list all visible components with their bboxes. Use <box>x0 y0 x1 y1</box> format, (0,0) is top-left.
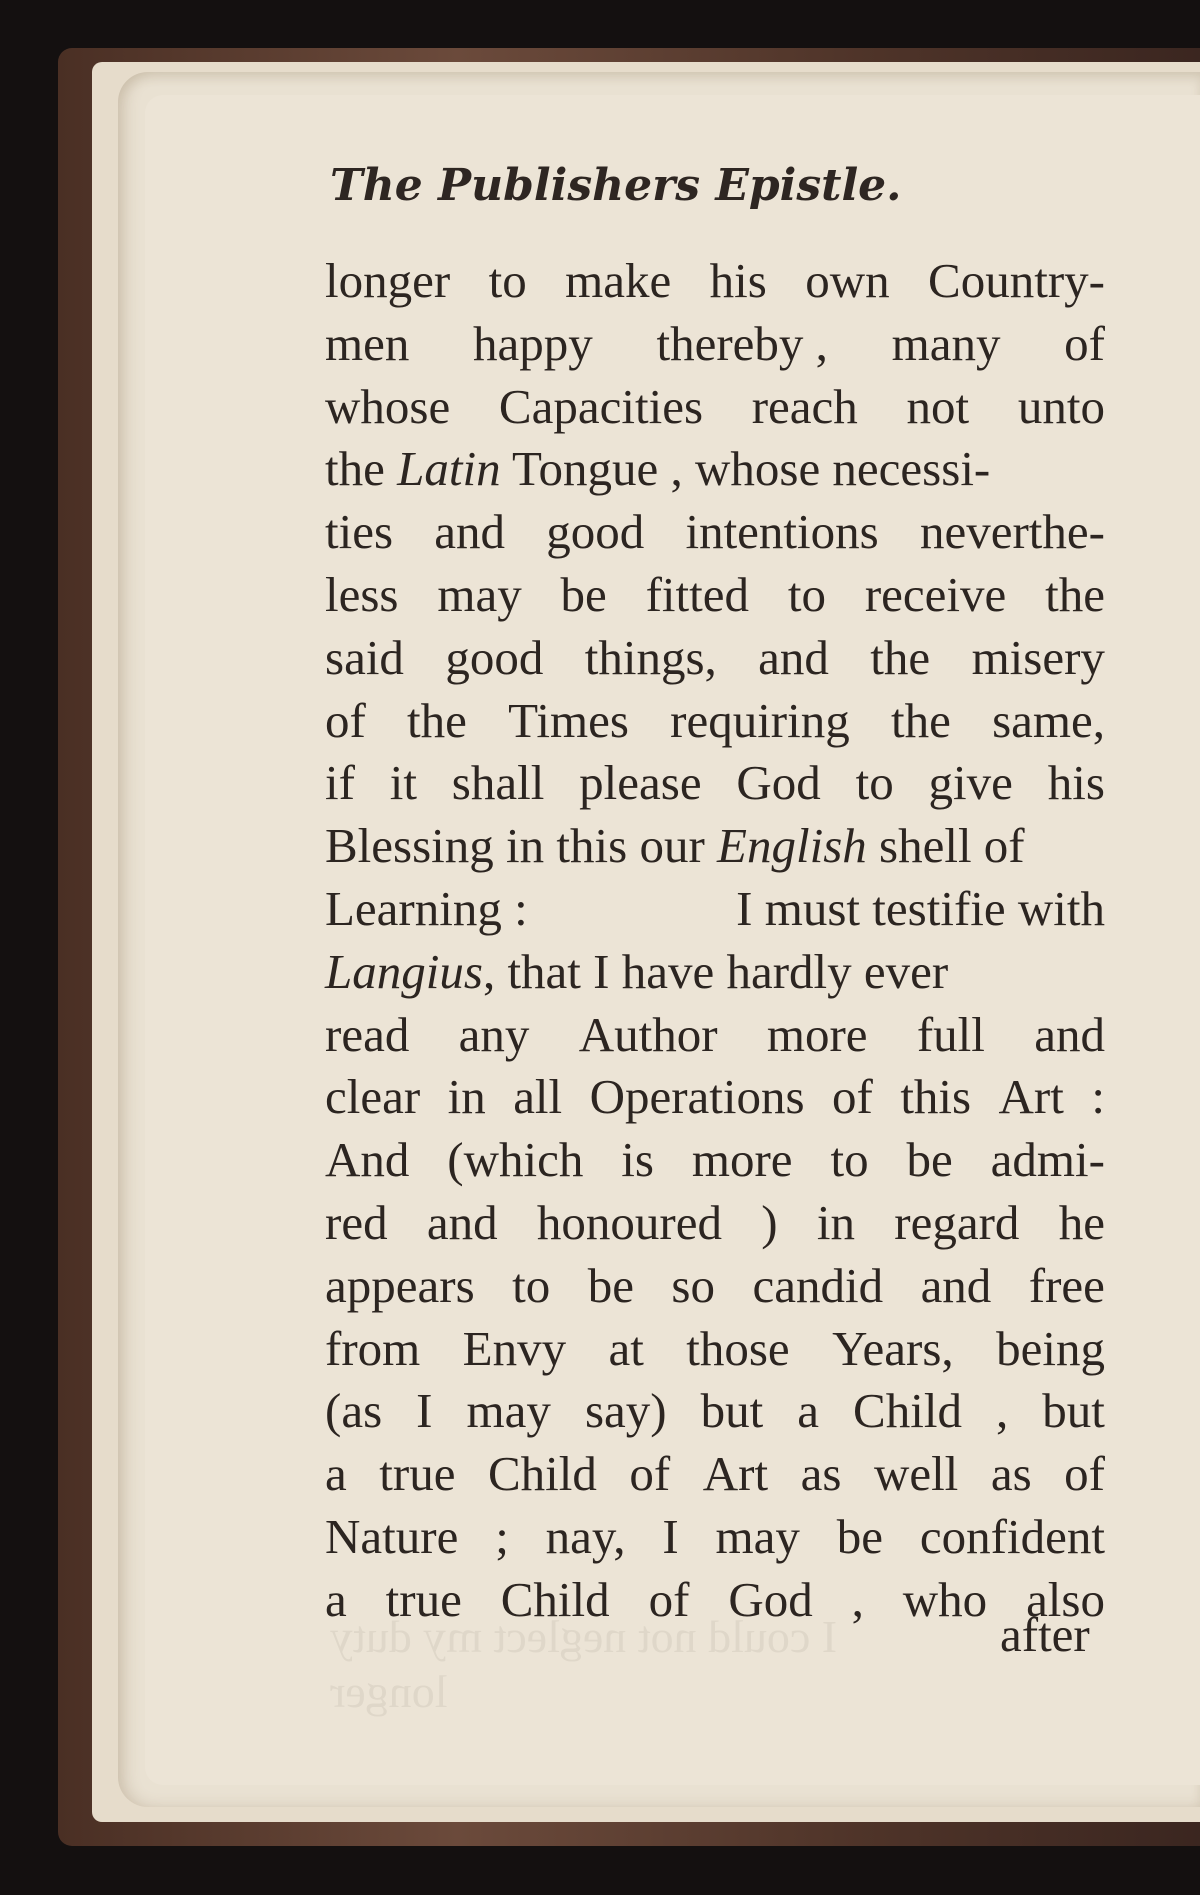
text-line <box>325 501 1105 564</box>
text-line <box>325 250 1105 313</box>
word: be <box>906 1132 953 1188</box>
word: things, <box>584 629 717 685</box>
word: but <box>1042 1383 1105 1439</box>
word: ) <box>761 1194 778 1250</box>
text-line <box>325 627 1105 690</box>
word: to <box>787 566 826 622</box>
word: true <box>385 1571 462 1627</box>
word: : <box>1091 1069 1105 1125</box>
word: Envy <box>462 1320 567 1376</box>
word: so <box>671 1257 715 1313</box>
word: misery <box>971 629 1105 685</box>
word: may <box>715 1508 800 1564</box>
word: reach <box>751 378 858 434</box>
italic-text: English <box>717 818 867 874</box>
text-line <box>325 878 1105 941</box>
word: not <box>906 378 970 434</box>
bleed-through-line-1: I could not neglect my duty <box>330 1611 838 1662</box>
word: full <box>916 1006 985 1062</box>
word: to <box>488 253 527 308</box>
word: longer <box>325 253 451 308</box>
word: less <box>325 566 399 622</box>
word: say) <box>584 1383 667 1439</box>
word: Child <box>487 1446 597 1502</box>
word: receive <box>864 566 1007 622</box>
text-line <box>325 1318 1105 1381</box>
word: the <box>407 692 467 748</box>
word: , <box>996 1383 1009 1439</box>
word: of <box>629 1446 671 1502</box>
text-segment: I must testifie with <box>736 880 1105 936</box>
word: appears <box>325 1257 475 1313</box>
italic-text: Latin <box>397 441 501 497</box>
word: unto <box>1017 378 1105 434</box>
word: to <box>512 1257 551 1313</box>
word: be <box>587 1257 634 1313</box>
word: this <box>900 1069 972 1125</box>
word: , <box>851 1571 864 1627</box>
word: whose <box>325 378 451 434</box>
word: who <box>902 1571 988 1627</box>
word: red <box>325 1194 388 1250</box>
word: it <box>389 755 417 811</box>
word: being <box>996 1320 1105 1376</box>
text-segment: shell of <box>866 818 1025 874</box>
text-segment: many <box>891 315 1001 371</box>
text-segment: men <box>325 315 410 371</box>
text-segment: Learning : <box>325 880 528 936</box>
word: and <box>758 629 829 685</box>
word: more <box>766 1006 868 1062</box>
word: true <box>379 1446 456 1502</box>
text-line <box>325 1380 1105 1443</box>
word: Nature <box>325 1508 459 1564</box>
word: if <box>325 755 355 811</box>
text-line <box>325 1255 1105 1318</box>
word: nay, <box>545 1508 626 1564</box>
word: as <box>800 1446 842 1502</box>
text-line <box>325 815 1105 878</box>
word: confident <box>919 1508 1105 1564</box>
word: please <box>579 755 702 811</box>
text-line <box>325 1004 1105 1067</box>
word: a <box>325 1571 347 1627</box>
word: also <box>1026 1571 1105 1627</box>
word: in <box>447 1069 486 1125</box>
word: of <box>648 1571 690 1627</box>
word: Capacities <box>498 378 704 434</box>
word: but <box>700 1383 764 1439</box>
word: said <box>325 629 404 685</box>
word: make <box>565 253 672 308</box>
word: his <box>709 253 767 308</box>
word: all <box>513 1069 563 1125</box>
word: same, <box>992 692 1105 748</box>
word: and <box>1034 1006 1105 1062</box>
word: (which <box>447 1132 584 1188</box>
word: I <box>416 1383 433 1439</box>
word: (as <box>325 1383 383 1439</box>
word: those <box>686 1320 790 1376</box>
word: is <box>621 1132 654 1188</box>
text-segment: Tongue , whose necessi- <box>500 441 991 497</box>
text-line <box>325 690 1105 753</box>
word: he <box>1058 1194 1105 1250</box>
text-segment: of <box>1064 315 1105 371</box>
word: the <box>1045 566 1105 622</box>
word: well <box>873 1446 959 1502</box>
catchword: after <box>1000 1607 1090 1662</box>
word: and <box>434 504 506 560</box>
text-segment: the <box>325 441 398 497</box>
text-line <box>325 564 1105 627</box>
text-line <box>325 752 1105 815</box>
word: Operations <box>589 1069 805 1125</box>
word: and <box>920 1257 992 1313</box>
word: good <box>445 629 544 685</box>
page-body-text <box>325 250 1105 1632</box>
word: from <box>325 1320 421 1376</box>
word: I <box>662 1508 679 1564</box>
word: And <box>325 1132 410 1188</box>
word: Art <box>702 1446 769 1502</box>
word: in <box>816 1194 855 1250</box>
word: Country- <box>928 253 1105 308</box>
running-head: The Publishers Epistle. <box>330 160 902 211</box>
italic-text: Langius <box>325 943 483 999</box>
text-segment: happy <box>473 315 593 371</box>
text-line <box>325 1129 1105 1192</box>
word: clear <box>325 1069 421 1125</box>
word: Author <box>578 1006 718 1062</box>
word: Child <box>500 1571 610 1627</box>
word: as <box>990 1446 1032 1502</box>
word: fitted <box>645 566 750 622</box>
word: shall <box>451 755 545 811</box>
word: good <box>546 504 645 560</box>
word: Years, <box>832 1320 954 1376</box>
word: Art <box>998 1069 1064 1125</box>
word: the <box>870 629 931 685</box>
word: be <box>836 1508 884 1564</box>
word: a <box>797 1383 820 1439</box>
text-line <box>325 438 1105 501</box>
word: may <box>437 566 522 622</box>
word: give <box>928 755 1013 811</box>
word: candid <box>752 1257 884 1313</box>
word: regard <box>894 1194 1020 1250</box>
word: honoured <box>536 1194 722 1250</box>
text-line <box>325 1506 1105 1569</box>
word: more <box>691 1132 793 1188</box>
word: intentions <box>685 504 879 560</box>
text-segment: , that I have hardly ever <box>482 943 949 999</box>
word: the <box>890 692 951 748</box>
word: read <box>325 1006 410 1062</box>
word: to <box>855 755 894 811</box>
word: at <box>608 1320 644 1376</box>
word: free <box>1028 1257 1105 1313</box>
word: requiring <box>670 692 850 748</box>
word: of <box>832 1069 873 1125</box>
text-line <box>325 1443 1105 1506</box>
text-line <box>325 1192 1105 1255</box>
word: ; <box>495 1508 509 1564</box>
bleed-through-line-2: longer <box>330 1666 448 1717</box>
word: neverthe- <box>919 504 1105 560</box>
text-line <box>325 376 1105 439</box>
word: admi- <box>990 1132 1105 1188</box>
text-line <box>325 941 1105 1004</box>
word: of <box>325 692 366 748</box>
word: ties <box>325 504 394 560</box>
word: Times <box>508 692 629 748</box>
word: a <box>325 1446 347 1502</box>
word: to <box>830 1132 869 1188</box>
text-segment: Blessing in this our <box>325 818 718 874</box>
word: of <box>1064 1446 1105 1502</box>
word: be <box>560 566 607 622</box>
text-line <box>325 1569 1105 1632</box>
text-line <box>325 1066 1105 1129</box>
word: Child <box>853 1383 962 1439</box>
word: may <box>466 1383 551 1439</box>
word: God <box>728 1571 813 1627</box>
word: God <box>736 755 821 811</box>
word: and <box>426 1194 498 1250</box>
text-line <box>325 313 1105 376</box>
word: own <box>805 253 890 308</box>
word: his <box>1047 755 1105 811</box>
word: any <box>458 1006 530 1062</box>
text-segment: thereby , <box>656 315 828 371</box>
